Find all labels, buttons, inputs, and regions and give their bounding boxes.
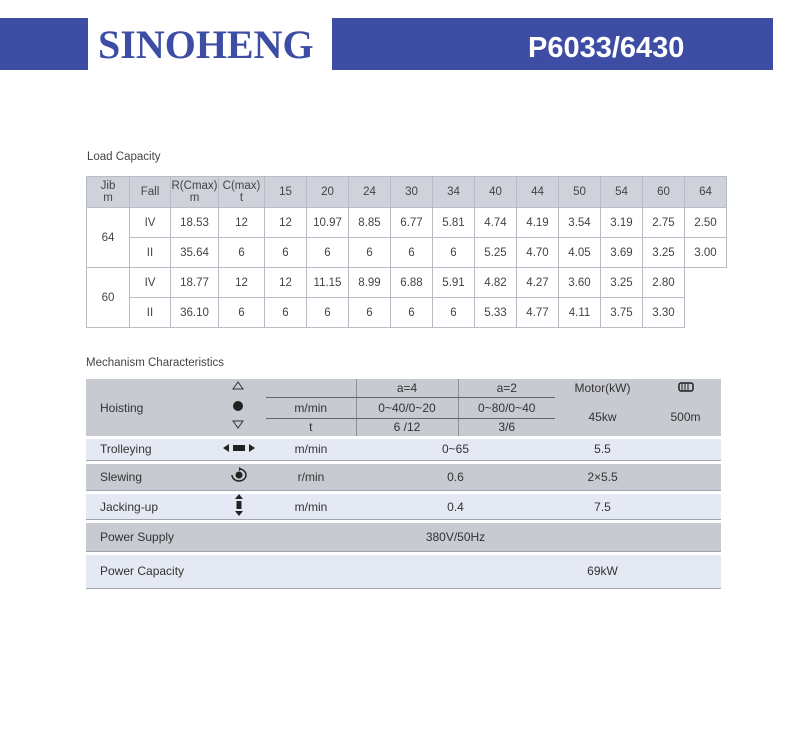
load-cell: 4.05 (559, 238, 601, 268)
load-cell: 6 (391, 298, 433, 328)
load-cell: 12 (265, 268, 307, 298)
load-cell: 5.33 (475, 298, 517, 328)
power-capacity-row (86, 555, 721, 589)
empty-cell (685, 268, 727, 298)
hoist-a2-speed: 0~80/0~40 (458, 397, 555, 418)
load-capacity-title: Load Capacity (87, 151, 161, 163)
load-cell: 8.99 (349, 268, 391, 298)
load-cell: 6 (265, 238, 307, 268)
load-capacity-table (86, 176, 727, 328)
jib-length: 64 (87, 208, 130, 268)
load-cell: 10.97 (307, 208, 349, 238)
header-radius-30: 30 (391, 177, 433, 208)
load-cell: 3.19 (601, 208, 643, 238)
slewing-rotate-icon (211, 464, 266, 491)
header-radius-24: 24 (349, 177, 391, 208)
load-cell: 6 (391, 238, 433, 268)
trolley-speed: 0~65 (356, 439, 555, 460)
rope-drum-icon (650, 379, 721, 397)
banner-left (0, 18, 88, 70)
jacking-updown-icon (211, 494, 266, 520)
load-cell: 11.15 (307, 268, 349, 298)
jacking-motor: 7.5 (555, 494, 650, 520)
load-cell: 6 (349, 238, 391, 268)
load-cell: 3.54 (559, 208, 601, 238)
load-cell: 4.70 (517, 238, 559, 268)
load-cell: 4.11 (559, 298, 601, 328)
header-radius-20: 20 (307, 177, 349, 208)
power-capacity-label: Power Capacity (86, 555, 211, 589)
header-fall: Fall (130, 177, 171, 208)
load-cell: 6 (349, 298, 391, 328)
fall: IV (130, 208, 171, 238)
cmax: 6 (219, 298, 265, 328)
trolley-unit: m/min (266, 439, 356, 460)
cmax: 12 (219, 268, 265, 298)
jacking-row (86, 494, 721, 520)
load-cell: 6.77 (391, 208, 433, 238)
load-cell: 3.25 (643, 238, 685, 268)
header-radius-60: 60 (643, 177, 685, 208)
load-cell: 6 (433, 298, 475, 328)
table-row (87, 298, 727, 328)
radius-cmax: 36.10 (171, 298, 219, 328)
hoist-load-unit: t (266, 418, 356, 436)
load-cell: 3.75 (601, 298, 643, 328)
load-cell: 6 (433, 238, 475, 268)
model-title: P6033/6430 (528, 32, 685, 64)
cmax: 6 (219, 238, 265, 268)
hoist-a2-header: a=2 (458, 379, 555, 397)
hoist-motor: 45kw (555, 397, 650, 436)
load-cell: 4.19 (517, 208, 559, 238)
hoisting-icon (211, 379, 266, 436)
load-cell: 3.30 (643, 298, 685, 328)
header-radius-64: 64 (685, 177, 727, 208)
header-radius-54: 54 (601, 177, 643, 208)
fall: II (130, 238, 171, 268)
table-row (87, 238, 727, 268)
header-cmax: C(max) t (219, 177, 265, 208)
load-cell: 6 (265, 298, 307, 328)
header-radius-40: 40 (475, 177, 517, 208)
load-capacity-header-row (87, 177, 727, 208)
mechanism-title: Mechanism Characteristics (86, 357, 225, 369)
hoisting-label: Hoisting (86, 379, 211, 436)
trolley-motor: 5.5 (555, 439, 650, 460)
slewing-row (86, 464, 721, 491)
jacking-unit: m/min (266, 494, 356, 520)
load-cell: 4.77 (517, 298, 559, 328)
jacking-speed: 0.4 (356, 494, 555, 520)
fall: IV (130, 268, 171, 298)
load-cell: 6 (307, 298, 349, 328)
load-cell: 5.25 (475, 238, 517, 268)
load-cell: 5.91 (433, 268, 475, 298)
jacking-label: Jacking-up (86, 494, 211, 520)
motor-header: Motor(kW) (555, 379, 650, 397)
hoist-a4-header: a=4 (356, 379, 458, 397)
load-cell: 2.80 (643, 268, 685, 298)
header-radius-34: 34 (433, 177, 475, 208)
load-cell: 3.69 (601, 238, 643, 268)
radius-cmax: 18.53 (171, 208, 219, 238)
load-cell: 3.00 (685, 238, 727, 268)
mechanism-table (86, 379, 721, 589)
hoist-rope: 500m (650, 397, 721, 436)
load-cell: 3.25 (601, 268, 643, 298)
header-radius-50: 50 (559, 177, 601, 208)
header-radius-15: 15 (265, 177, 307, 208)
radius-cmax: 18.77 (171, 268, 219, 298)
load-cell: 3.60 (559, 268, 601, 298)
power-supply-value: 380V/50Hz (356, 523, 555, 551)
hoist-a4-speed: 0~40/0~20 (356, 397, 458, 418)
header-radius-44: 44 (517, 177, 559, 208)
load-cell: 12 (265, 208, 307, 238)
power-supply-label: Power Supply (86, 523, 211, 551)
radius-cmax: 35.64 (171, 238, 219, 268)
power-supply-row (86, 523, 721, 551)
load-cell: 8.85 (349, 208, 391, 238)
load-cell: 4.27 (517, 268, 559, 298)
header-jib: Jib m (87, 177, 130, 208)
hoisting-row (86, 379, 721, 397)
table-row (87, 208, 727, 238)
load-cell: 6 (307, 238, 349, 268)
hoist-a4-load: 6 /12 (356, 418, 458, 436)
load-cell: 6.88 (391, 268, 433, 298)
jib-length: 60 (87, 268, 130, 328)
trolleying-label: Trolleying (86, 439, 211, 460)
load-cell: 4.82 (475, 268, 517, 298)
trolleying-row (86, 439, 721, 460)
brand-logo: SINOHENG (98, 22, 314, 67)
load-cell: 4.74 (475, 208, 517, 238)
trolley-arrows-icon (211, 439, 266, 460)
header-radius: R(Cmax) m (171, 177, 219, 208)
load-cell: 5.81 (433, 208, 475, 238)
cmax: 12 (219, 208, 265, 238)
load-cell: 2.75 (643, 208, 685, 238)
empty-cell (685, 298, 727, 328)
power-capacity-value: 69kW (555, 555, 650, 589)
slewing-speed: 0.6 (356, 464, 555, 491)
fall: II (130, 298, 171, 328)
table-row (87, 268, 727, 298)
slewing-label: Slewing (86, 464, 211, 491)
load-cell: 2.50 (685, 208, 727, 238)
hoist-speed-unit: m/min (266, 397, 356, 418)
slewing-motor: 2×5.5 (555, 464, 650, 491)
slewing-unit: r/min (266, 464, 356, 491)
hoist-a2-load: 3/6 (458, 418, 555, 436)
